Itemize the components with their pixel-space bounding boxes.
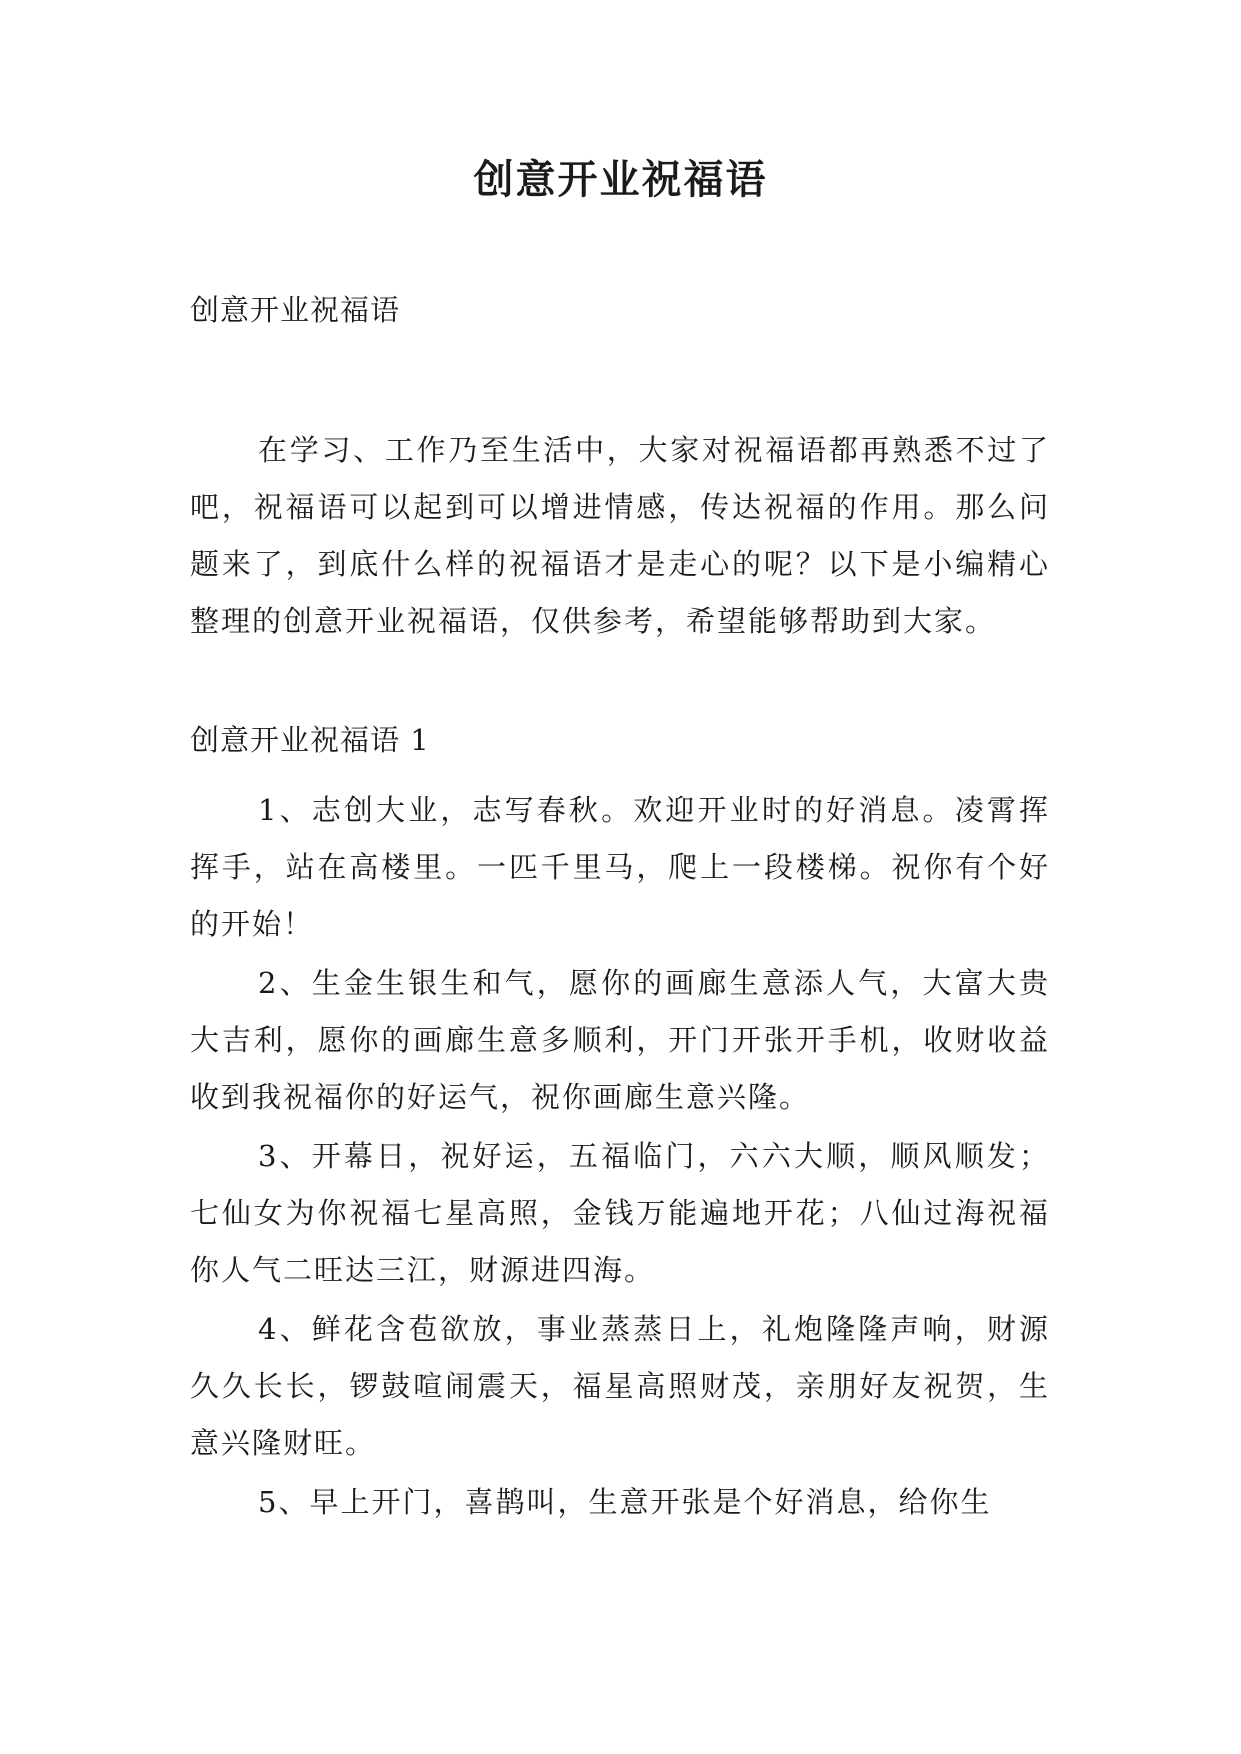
list-item: 1、志创大业，志写春秋。欢迎开业时的好消息。凌霄挥挥手，站在高楼里。一匹千里马，爬上一段楼梯。祝你有个好的开始！ <box>190 793 1050 941</box>
document-body <box>190 290 1050 1533</box>
section-heading: 创意开业祝福语 1 <box>190 723 430 757</box>
list-item: 3、开幕日，祝好运，五福临门，六六大顺，顺风顺发；七仙女为你祝福七星高照，金钱万能遍地开花；八仙过海祝福你人气二旺达三江，财源进四海。 <box>190 1139 1050 1287</box>
document-title: 创意开业祝福语 <box>473 157 768 203</box>
list-item: 2、生金生银生和气，愿你的画廊生意添人气，大富大贵大吉利，愿你的画廊生意多顺利，开门开张开手机，收财收益收到我祝福你的好运气，祝你画廊生意兴隆。 <box>190 966 1050 1114</box>
list-item: 4、鲜花含苞欲放，事业蒸蒸日上，礼炮隆隆声响，财源久久长长，锣鼓喧闹震天，福星高照财茂，亲朋好友祝贺，生意兴隆财旺。 <box>190 1312 1050 1460</box>
list-item: 5、早上开门，喜鹊叫，生意开张是个好消息，给你生 <box>258 1485 992 1519</box>
intro-paragraph: 在学习、工作乃至生活中，大家对祝福语都再熟悉不过了吧，祝福语可以起到可以增进情感，传达祝福的作用。那么问题来了，到底什么样的祝福语才是走心的呢？以下是小编精心整理的创意开业祝福语，仅供参考，希望能够帮助到大家。 <box>190 433 1050 638</box>
document-subtitle: 创意开业祝福语 <box>190 293 401 327</box>
